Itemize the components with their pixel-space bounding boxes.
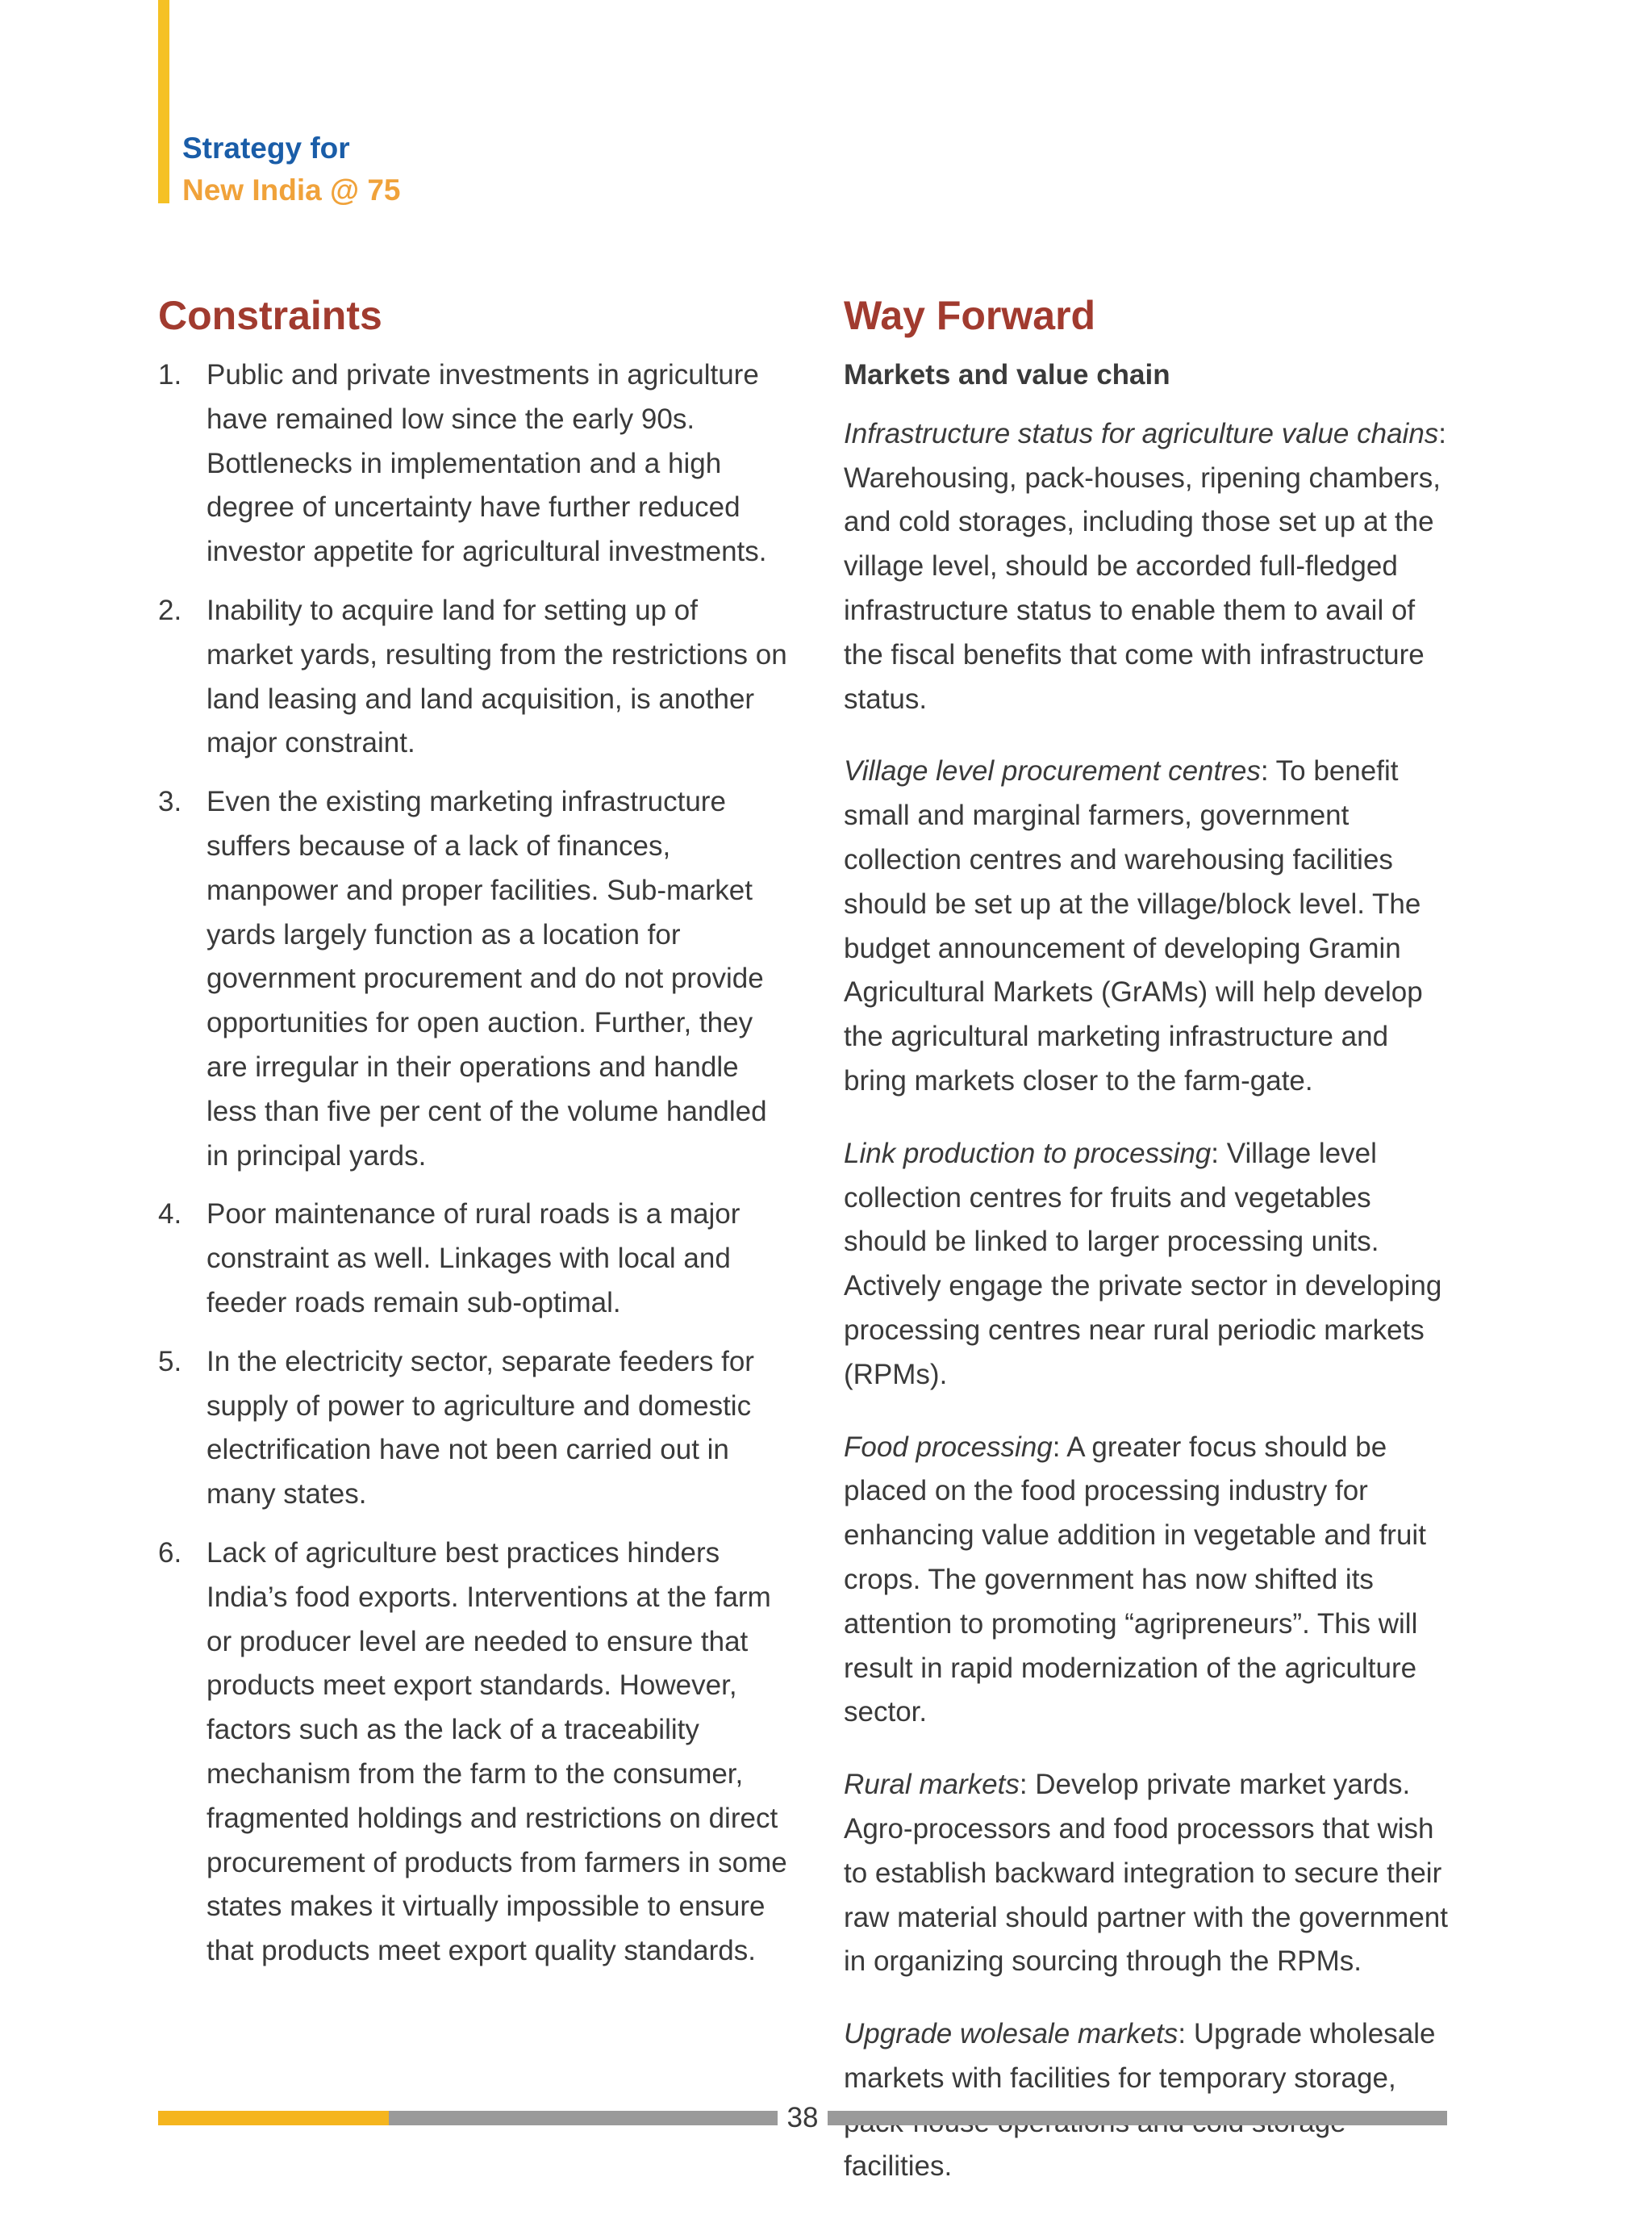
list-item-text: Lack of agriculture best practices hinders India’s food exports. Interventions at the farm or producer level are needed to ensure that products meet export standards. However, factors such as the lack of a traceability mechanism from the farm to the consumer, fragmented holdings and restrictions on direct procurement of products from farmers in some states makes it virtually impossible to ensure that products meet export quality standards. [206,1536,787,1967]
paragraph [844,1132,1457,1398]
paragraph-text: : Upgrade wholesale markets with facilities for temporary storage, facilities. [844,2018,1436,2183]
paragraph [844,1763,1457,1984]
list-item-number: 1. [158,359,182,391]
page-number: 38 [786,2102,819,2133]
paragraph [844,750,1457,1103]
list-item [158,353,787,575]
footer-bar-accent [158,2111,389,2125]
list-item [158,780,787,1178]
list-item-text: Public and private investments in agriculture have remained low since the early 90s. Bottlenecks in implementation and a high degree of uncertainty have further reduced investor appetite for agricultural investments. [206,359,767,568]
paragraph-text: : A greater focus should be placed on the food processing industry for enhancing value addition in vegetable and fruit crops. The government has now shifted its attention to promoting “agripreneurs”. This will result in rapid modernization of the agriculture sector. [844,1431,1426,1728]
list-item [158,589,787,766]
list-item [158,1340,787,1517]
constraints-heading: Constraints [158,293,382,338]
paragraph-label: Food processing [844,1431,1053,1463]
paragraph-label: Infrastructure status for agriculture value chains [844,417,1439,449]
footer-bar-right [828,2111,1447,2125]
list-item-text: In the electricity sector, separate feeders for supply of power to agriculture and domestic electrification have not been carried out in many states. [206,1345,754,1510]
document-header [182,127,401,211]
list-item-number: 4. [158,1198,182,1230]
paragraph-text: : To benefit small and marginal farmers, government collection centres and warehousing facilities should be set up at the village/block level. The budget announcement of developing Gramin Agricultural Markets (GrAMs) will help develop the agricultural marketing infrastructure and bring markets closer to the farm-gate. [844,755,1423,1097]
constraints-column [158,289,787,1988]
footer-bar-left [389,2111,778,2125]
header-accent-rule [158,0,169,203]
paragraph [844,1426,1457,1736]
paragraph-label: Link production to processing [844,1137,1212,1169]
list-item [158,1531,787,1974]
paragraph-text: : Develop private market yards. Agro-processors and food processors that wish to establish backward integration to secure their raw material should partner with the government in organizing sourcing through the RPMs. [844,1769,1448,1978]
constraints-list [158,353,787,1974]
paragraph-label: Upgrade wolesale markets [844,2018,1179,2050]
list-item-number: 3. [158,786,182,818]
header-title-line1: Strategy for [182,132,350,165]
list-item-number: 6. [158,1536,182,1569]
paragraph [844,412,1457,722]
header-title-line2: New India @ 75 [182,173,401,207]
markets-subheading: Markets and value chain [844,359,1170,391]
way-forward-column [844,289,1457,2204]
paragraph [844,2012,1457,2189]
paragraph-text: : Village level collection centres for fruits and vegetables should be linked to larger processing units. Actively engage the private sector in developing processing centres near rural periodic markets (RPMs). [844,1137,1442,1390]
list-item-text: Poor maintenance of rural roads is a major constraint as well. Linkages with local and feeder roads remain sub-optimal. [206,1198,740,1318]
way-forward-heading: Way Forward [844,293,1096,338]
list-item-text: Even the existing marketing infrastructure suffers because of a lack of finances, manpower and proper facilities. Sub-market yards largely function as a location for government procurement and do not provide opportunities for open auction. Further, they are irregular in their operations and handle less than five per cent of the volume handled in principal yards. [206,786,767,1172]
list-item-number: 2. [158,594,182,626]
paragraph-label: Village level procurement centres [844,755,1261,788]
paragraph-text: : Warehousing, pack-houses, ripening chambers, and cold storages, including those set up at the village level, should be accorded full-fledged infrastructure status to enable them to avail of the fiscal benefits that come with infrastructure status. [844,417,1447,715]
paragraph-label: Rural markets [844,1769,1020,1801]
list-item [158,1193,787,1325]
list-item-number: 5. [158,1345,182,1377]
list-item-text: Inability to acquire land for setting up of market yards, resulting from the restrictions on land leasing and land acquisition, is another major constraint. [206,594,787,759]
way-forward-paragraphs [844,412,1457,2189]
